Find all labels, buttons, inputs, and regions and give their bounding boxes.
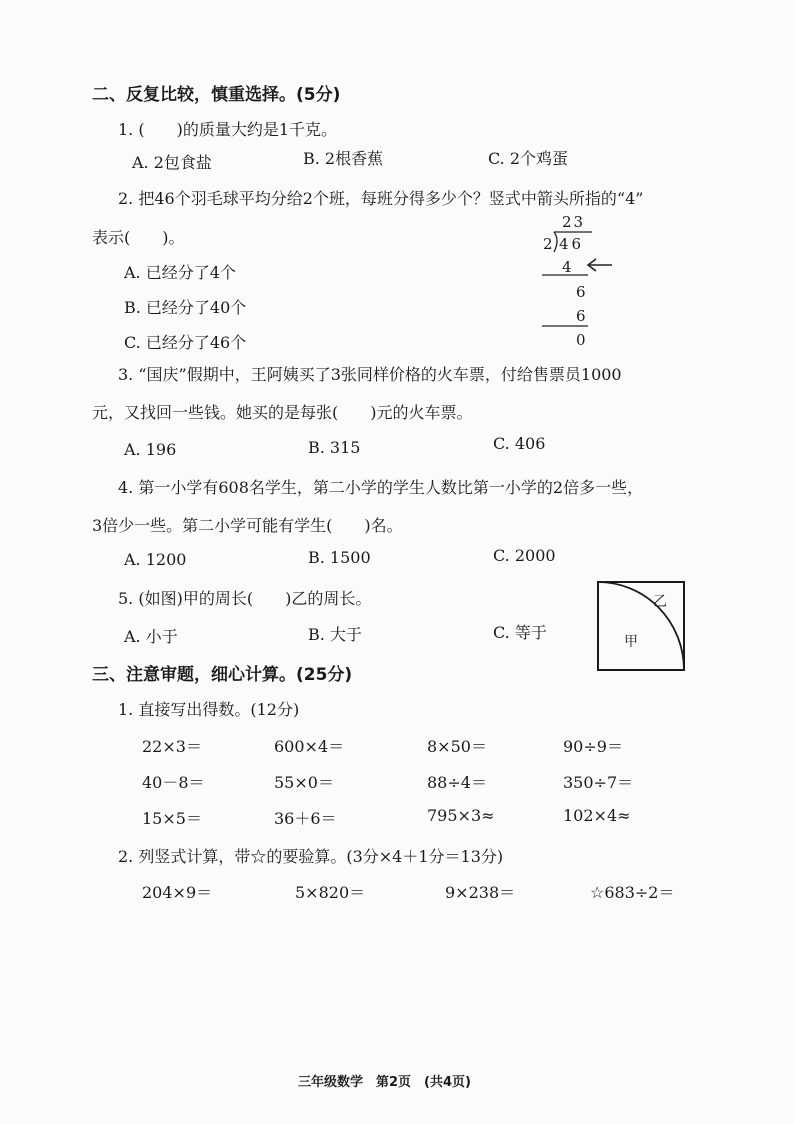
q3-option-a: A. 196 [124,440,177,459]
q2-option-b: B. 已经分了40个 [124,298,247,317]
section3-title: 三、注意审题，细心计算。(25分) [92,665,353,685]
q4-option-a: A. 1200 [124,550,187,569]
figure-label-jia: 甲 [624,634,638,650]
q5-option-c: C. 等于 [493,623,547,642]
division-quotient: 23 [562,213,586,231]
calc-r2-c4: 350÷7＝ [563,773,634,792]
calc-r2-c3: 88÷4＝ [427,773,487,792]
division-step1: 4 [562,258,572,276]
division-divisor: 2 [543,235,553,253]
calc-r3-c4: 102×4≈ [563,806,631,825]
calc-r1-c1: 22×3＝ [142,737,202,756]
q3-option-c: C. 406 [493,434,546,453]
arrow-icon [586,258,614,274]
calc-r3-c1: 15×5＝ [142,809,202,828]
division-step3: 6 [576,307,586,325]
q4-option-c: C. 2000 [493,546,556,565]
q3-stem-line2: 元，又找回一些钱。她买的是每张( )元的火车票。 [92,403,473,422]
page-footer: 三年级数学 第2页 (共4页) [298,1075,471,1090]
q5-option-a: A. 小于 [124,627,178,646]
vertical-calc-1: 204×9＝ [142,883,213,902]
division-dividend: 46 [559,235,585,253]
q2-stem-line2: 表示( )。 [92,228,185,247]
division-step2: 6 [576,283,586,301]
q4-option-b: B. 1500 [308,548,371,567]
q1-option-b: B. 2根香蕉 [303,149,384,168]
section2-title: 二、反复比较，慎重选择。(5分) [92,85,341,105]
vertical-calc-3: 9×238＝ [445,883,516,902]
calc-r1-c2: 600×4＝ [274,737,345,756]
q1-stem: 1. ( )的质量大约是1千克。 [118,120,338,139]
q1-option-c: C. 2个鸡蛋 [488,149,569,168]
figure-label-yi: 乙 [653,594,667,610]
square-arc-shape [596,580,688,674]
q4-stem-line2: 3倍少一些。第二小学可能有学生( )名。 [92,516,403,535]
calc-r1-c4: 90÷9＝ [563,737,623,756]
q2-option-c: C. 已经分了46个 [124,333,247,352]
calc-r2-c1: 40－8＝ [142,773,205,792]
vertical-calc-2: 5×820＝ [295,883,366,902]
part1-title: 1. 直接写出得数。(12分) [118,700,300,719]
calc-r3-c2: 36＋6＝ [274,809,337,828]
q2-stem-line1: 2. 把46个羽毛球平均分给2个班，每班分得多少个？竖式中箭头所指的“4” [118,189,644,208]
calc-r3-c3: 795×3≈ [427,806,495,825]
calc-r1-c3: 8×50＝ [427,737,487,756]
q3-option-b: B. 315 [308,438,361,457]
q2-option-a: A. 已经分了4个 [124,263,236,282]
q5-stem: 5. (如图)甲的周长( )乙的周长。 [118,589,372,608]
division-remainder: 0 [576,331,586,349]
part2-title: 2. 列竖式计算，带☆的要验算。(3分×4＋1分＝13分) [118,847,504,866]
q5-option-b: B. 大于 [308,625,362,644]
division-bracket [554,232,557,252]
vertical-calc-4: ☆683÷2＝ [590,883,675,902]
q1-option-a: A. 2包食盐 [132,153,212,172]
calc-r2-c2: 55×0＝ [274,773,334,792]
q3-stem-line1: 3. “国庆”假期中，王阿姨买了3张同样价格的火车票，付给售票员1000 [118,365,622,384]
q4-stem-line1: 4. 第一小学有608名学生，第二小学的学生人数比第一小学的2倍多一些， [118,478,644,497]
